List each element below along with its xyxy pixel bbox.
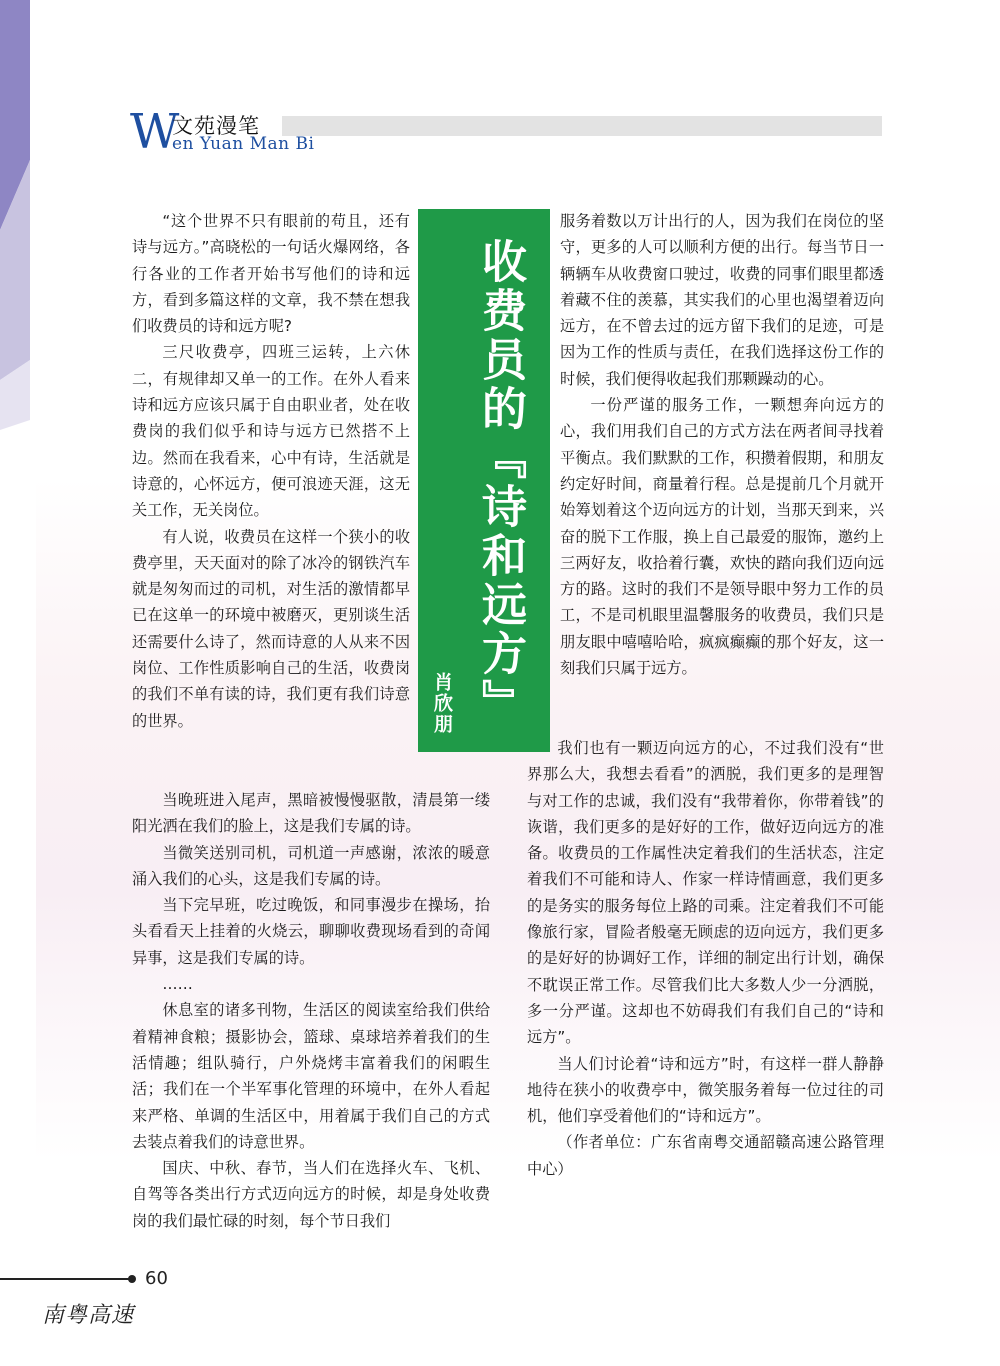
magazine-logo: 南粤高速: [42, 1303, 135, 1328]
text-column-right-bottom: [527, 735, 884, 1182]
paragraph: 休息室的诸多刊物，生活区的阅读室给我们供给着精神食粮；摄影协会，篮球、桌球培养着我们的生活情趣；组队骑行，户外烧烤丰富着我们的闲暇生活；我们在一个半军事化管理的环境中，在外人看起来严格、单调的生活区中，用着属于我们自己的方式去装点着我们的诗意世界。: [132, 1001, 490, 1151]
left-decoration-band: [0, 0, 36, 1366]
header-bar: [282, 116, 882, 136]
paragraph: 当微笑送别司机，司机道一声感谢，浓浓的暖意涌入我们的心头，这是我们专属的诗。: [132, 843, 490, 888]
paragraph: 一份严谨的服务工作，一颗想奔向远方的心，我们用我们自己的方式方法在两者间寻找着平衡点。我们默默的工作，积攒着假期，和朋友约定好时间，商量着行程。总是提前几个月就开始筹划着这个迈向远方的计划，当那天到来，兴奋的脱下工作服，换上自己最爱的服饰，邀约上三两好友，收拾着行囊，欢快的踏向我们迈向远方的路。这时的我们不是领导眼中努力工作的员工，不是司机眼里温馨服务的收费员，我们只是朋友眼中嘻嘻哈哈，疯疯癫癫的那个好友，这一刻我们只属于远方。: [560, 396, 884, 678]
page-number: 60: [145, 1268, 168, 1289]
paragraph: 当人们讨论着“诗和远方”时，有这样一群人静静地待在狭小的收费亭中，微笑服务着每一位过往的司机，他们享受着他们的“诗和远方”。: [527, 1054, 884, 1126]
section-initial: W: [130, 104, 180, 160]
text-column-left-top: [132, 208, 410, 734]
paragraph: ……: [162, 975, 193, 994]
paragraph: 当晚班进入尾声，黑暗被慢慢驱散，清晨第一缕阳光洒在我们的脸上，这是我们专属的诗。: [132, 791, 490, 836]
paragraph: 有人说，收费员在这样一个狭小的收费亭里，天天面对的除了冰冷的钢铁汽车就是匆匆而过的司机，对生活的激情都早已在这单一的环境中被磨灭，更别谈生活还需要什么诗了，然而诗意的人从来不因岗位、工作性质影响自己的生活，收费岗的我们不单有读的诗，我们更有我们诗意的世界。: [132, 527, 410, 730]
text-column-left-bottom: [132, 787, 490, 1234]
paragraph: 三尺收费亭，四班三运转，上六休二，有规律却又单一的工作。在外人看来诗和远方应该只属于自由职业者，处在收费岗的我们似乎和诗与远方已然搭不上边。然而在我看来，心中有诗，生活就是诗意的，心怀远方，便可浪迹天涯，这无关工作，无关岗位。: [132, 343, 410, 520]
section-title-en: en Yuan Man Bi: [172, 134, 315, 154]
section-title-cn: 文苑漫笔: [172, 114, 260, 138]
paragraph: 国庆、中秋、春节，当人们在选择火车、飞机、自驾等各类出行方式迈向远方的时候，却是身处收费岗的我们最忙碌的时刻，每个节日我们: [132, 1159, 490, 1230]
paragraph: “这个世界不只有眼前的苟且，还有诗与远方。”高晓松的一句话火爆网络，各行各业的工作者开始书写他们的诗和远方，看到多篇这样的文章，我不禁在想我们收费员的诗和远方呢?: [132, 212, 410, 336]
article-title: 收费员的『诗和远方』: [474, 238, 527, 728]
paragraph: （作者单位：广东省南粤交通韶赣高速公路管理中心）: [527, 1133, 884, 1178]
text-column-right-top: [560, 208, 884, 681]
section-header: [130, 104, 890, 160]
footer-rule: [0, 1278, 132, 1280]
paragraph: 我们也有一颗迈向远方的心，不过我们没有“世界那么大，我想去看看”的洒脱，我们更多的是理智与对工作的忠诚，我们没有“我带着你，你带着钱”的诙谐，我们更多的是好好的工作，做好迈向远方的准备。收费员的工作属性决定着我们的生活状态，注定着我们不可能和诗人、作家一样诗情画意，我们更多的是务实的服务每位上路的司乘。注定着我们不可能像旅行家，冒险者般毫无顾虑的迈向远方，我们更多的是好好的协调好工作，详细的制定出行计划，确保不耽误正常工作。尽管我们比大多数人少一分洒脱，多一分严谨。这却也不妨碍我们有我们自己的“诗和远方”。: [527, 739, 884, 1047]
paragraph: 当下完早班，吃过晚饭，和同事漫步在操场，抬头看看天上挂着的火烧云，聊聊收费现场看到的奇闻异事，这是我们专属的诗。: [132, 896, 490, 967]
article-author: 肖欣朋: [431, 672, 453, 735]
paragraph: 服务着数以万计出行的人，因为我们在岗位的坚守，更多的人可以顺利方便的出行。每当节日一辆辆车从收费窗口驶过，收费的同事们眼里都透着藏不住的羡慕，其实我们的心里也渴望着迈向远方，在不曾去过的远方留下我们的足迹，可是因为工作的性质与责任，在我们选择这份工作的时候，我们便得收起我们那颗躁动的心。: [560, 212, 884, 388]
footer-dot: [128, 1275, 136, 1283]
